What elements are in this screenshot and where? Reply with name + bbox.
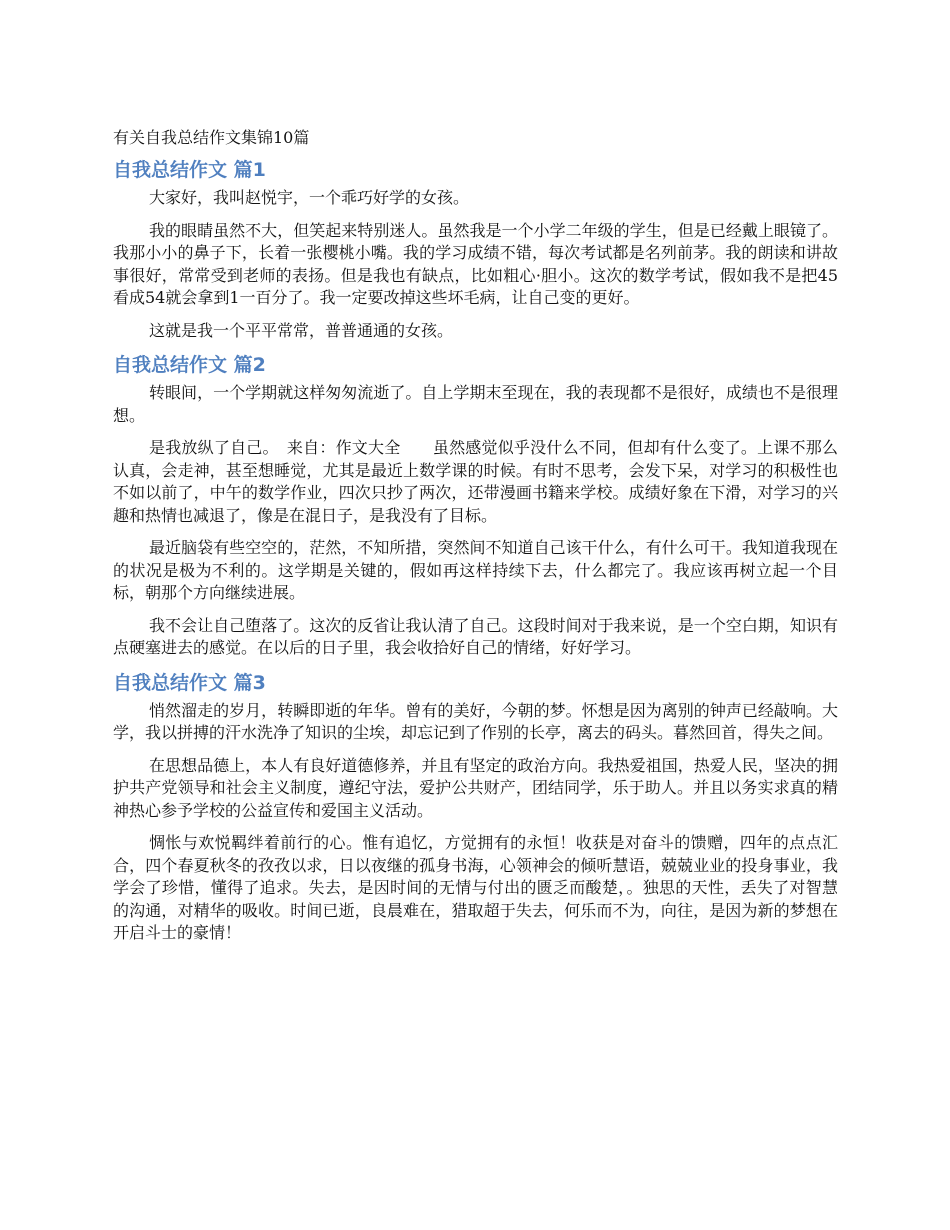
section-2: [113, 352, 838, 660]
paragraph: 悄然溜走的岁月，转瞬即逝的年华。曾有的美好，今朝的梦。怀想是因为离别的钟声已经敲响。大学，我以拼搏的汗水洗净了知识的尘埃，却忘记到了作别的长亭，离去的码头。暮然回首，得失之间。: [113, 700, 838, 742]
paragraph: 这就是我一个平平常常，普普通通的女孩。: [149, 320, 454, 340]
document-title: 有关自我总结作文集锦10篇: [113, 128, 310, 147]
paragraph: 在思想品德上，本人有良好道德修养，并且有坚定的政治方向。我热爱祖国，热爱人民，坚决的拥护共产党领导和社会主义制度，遵纪守法，爱护公共财产，团结同学，乐于助人。并且以务实求真的精神热心参予学校的公益宣传和爱国主义活动。: [113, 755, 838, 820]
section-heading: 自我总结作文 篇2: [113, 354, 266, 376]
section-1: [113, 157, 838, 342]
document-page: [113, 127, 838, 955]
paragraph: 是我放纵了自己。 来自：作文大全 虽然感觉似乎没什么不同，但却有什么变了。上课不那么认真，会走神，甚至想睡觉，尤其是最近上数学课的时候。有时不思考，会发下呆，对学习的积极性也不如以前了，中午的数学作业，四次只抄了两次，还带漫画书籍来学校。成绩好象在下滑，对学习的兴趣和热情也减退了，像是在混日子，是我没有了目标。: [113, 438, 838, 525]
paragraph: 最近脑袋有些空空的，茫然，不知所措，突然间不知道自己该干什么，有什么可干。我知道我现在的状况是极为不利的。这学期是关键的，假如再这样持续下去，什么都完了。我应该再树立起一个目标，朝那个方向继续进展。: [113, 538, 838, 602]
paragraph: 我不会让自己堕落了。这次的反省让我认清了自己。这段时间对于我来说，是一个空白期，知识有点硬塞进去的感觉。在以后的日子里，我会收拾好自己的情绪，好好学习。: [113, 615, 838, 657]
section-heading: 自我总结作文 篇3: [113, 671, 266, 694]
paragraph: 惆怅与欢悦羁绊着前行的心。惟有追忆，方觉拥有的永恒！收获是对奋斗的馈赠，四年的点点汇合，四个春夏秋冬的孜孜以求，日以夜继的孤身书海，心领神会的倾听慧语，兢兢业业的投身事业，我学会了珍惜，懂得了追求。失去，是因时间的无情与付出的匮乏而酸楚，。独思的天性，丢失了对智慧的沟通，对精华的吸收。时间已逝，良晨难在，猎取超于失去，何乐而不为，向往，是因为新的梦想在开启斗士的豪情！: [113, 833, 838, 942]
section-heading: 自我总结作文 篇1: [113, 159, 266, 181]
paragraph: 大家好，我叫赵悦宇，一个乖巧好学的女孩。: [149, 188, 470, 207]
section-3: [113, 670, 838, 945]
paragraph: 我的眼睛虽然不大，但笑起来特别迷人。虽然我是一个小学二年级的学生，但是已经戴上眼镜了。我那小小的鼻子下，长着一张樱桃小嘴。我的学习成绩不错，每次考试都是名列前茅。我的朗读和讲故事很好，常常受到老师的表扬。但是我也有缺点，比如粗心·胆小。这次的数学考试，假如我不是把45看成54就会拿到1一百分了。我一定要改掉这些坏毛病，让自己变的更好。: [113, 220, 838, 307]
paragraph: 转眼间，一个学期就这样匆匆流逝了。自上学期末至现在，我的表现都不是很好，成绩也不是很理想。: [113, 383, 838, 425]
